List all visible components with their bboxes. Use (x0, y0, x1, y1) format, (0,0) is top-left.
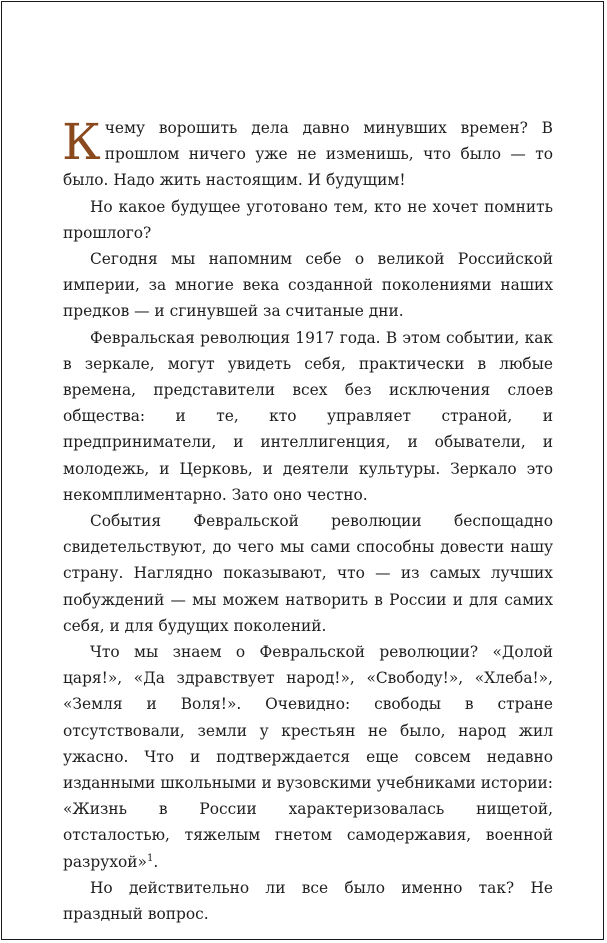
book-page (1, 1, 604, 940)
paragraph-text: Февральская революция 1917 года. В этом событии, как в зеркале, могут увидеть себя, практически в любые времена, представители всех без исключения слоев общества: и те, кто управляет страной, и предприниматели, и интеллигенция, и обыватели, и молодежь, и Церковь, и деятели культуры. Зеркало это некомплиментарно. Зато оно честно. (63, 328, 553, 504)
paragraph-text: Но действительно ли все было именно так? Не праздный вопрос. (63, 878, 553, 924)
paragraph-7 (63, 875, 553, 927)
page-text (63, 115, 553, 927)
paragraph-text: Но какое будущее уготовано тем, кто не хочет помнить прошлого? (63, 197, 553, 242)
paragraph-text: Сегодня мы напомним себе о великой Российской империи, за многие века созданной поколениями наших предков — и сгинувшей за считаные дни. (63, 250, 553, 321)
paragraph-3 (63, 246, 553, 325)
drop-cap: К (62, 113, 101, 171)
paragraph-5 (63, 508, 553, 639)
paragraph-1 (63, 115, 553, 194)
paragraph-4 (63, 325, 553, 508)
paragraph-text: чему ворошить дела давно минувших времен? В прошлом ничего уже не изменишь, что было — то было. Надо жить настоящим. И будущим! (63, 119, 553, 190)
footnote-reference[interactable]: 1 (146, 852, 154, 864)
paragraph-2 (63, 194, 553, 246)
paragraph-text: Что мы знаем о Февральской революции? «Долой царя!», «Да здравствует народ!», «Свободу!», «Хлеба!», «Земля и Воля!». Очевидно: свободы в стране отсутствовали, земли у крестьян не было, народ жил ужасно. Что и подтверждается еще совсем недавно изданными школьными и вузовскими учебниками истории: «Жизнь в России характеризовалась нищетой, отсталостью, тяжелым гнетом самодержавия, военной разрухой» (63, 643, 553, 871)
paragraph-6 (63, 639, 553, 875)
paragraph-text: События Февральской революции беспощадно свидетельствуют, до чего мы сами способны довести нашу страну. Наглядно показывают, что — из самых лучших побуждений — мы можем натворить в России и для самих себя, и для будущих поколений. (63, 512, 553, 635)
paragraph-end-punctuation: . (153, 852, 159, 871)
